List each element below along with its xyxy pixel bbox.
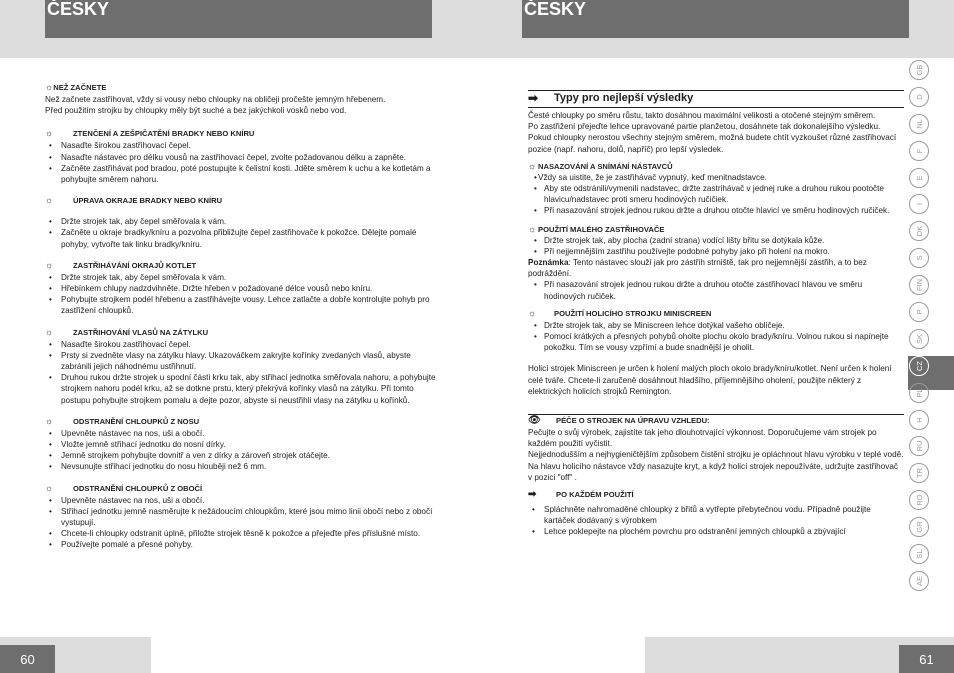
tips-title [528,90,904,108]
list-item: • Držte strojek tak, aby čepel směřovala k vám. [45,272,437,283]
list-item: • Spláchněte nahromaděné chloupky z břitů a vytřepte přebytečnou vodu. Případně použijte kartáček dodávaný s výrobkem [528,504,904,526]
list-item: • Lehce poklepejte na plochém povrchu pro odstranění jemných chloupků a zbývající [528,526,904,537]
list-item: • Držte strojek tak, aby plocha (zadní strana) vodící lišty břitu se dotýkala kůže. [528,235,904,246]
heading-text: PÉČE O STROJEK NA ÚPRAVU VZHLEDU: [556,416,710,426]
list-item: • Hřebínkem chlupy nadzdvihněte. Držte hřeben v požadované délce vousů nebo kníru. [45,283,437,294]
heading-text: NEŽ ZAČNETE [53,83,107,93]
heading-text: ÚPRAVA OKRAJE BRADKY NEBO KNÍRU [73,196,223,206]
language-tab-active[interactable]: CZ [909,356,929,376]
list-item: • Nasaďte nástavec pro délku vousů na zastřihovací čepel, zvolte požadovanou délku a zapněte. [45,152,437,163]
section-after-use [528,489,904,538]
paragraph: Pečujte o svůj výrobek, zajistíte tak jeho dlouhotrvající výkonnost. Doporučujeme vám strojek po každém použití vyčistit. [528,428,877,449]
list-item: • Vložte jemně střihací jednotku do nosní dírky. [45,439,437,450]
heading-text: ZTENČENÍ A ZEŠPIČATĚNÍ BRADKY NEBO KNÍRU [73,129,255,139]
sun-icon: ☼ [45,415,54,426]
tips-title-text: Typy pro nejlepší výsledky [554,92,694,105]
paragraph: Před použitím strojku by chloupky měly být suché a bez jakýchkoli vosků nebo vod. [45,106,347,116]
section-sideburns [45,260,437,317]
list-item: • Používejte pomalé a přesné pohyby. [45,539,437,550]
sun-icon: ☼ [528,223,537,234]
language-tab[interactable]: PL [909,383,929,403]
section-heading [528,308,904,319]
heading-text: PO KAŽDÉM POUŽITÍ [556,489,634,499]
language-tabs [908,60,930,598]
section-heading [45,416,437,427]
heading-text: ODSTRANĚNÍ CHLOUPKŮ Z NOSU [73,416,200,426]
section-attachments [528,161,904,217]
language-tab[interactable]: TR [909,463,929,483]
section-heading [528,161,904,172]
sun-icon: ☼ [528,160,537,171]
sun-icon: ☼ [45,195,54,206]
section-before-start [45,82,437,116]
language-tab[interactable]: S [909,248,929,268]
list-item: • Při nasazování strojek jednou rukou držte a druhou otočte hlavicí ve směru hodinových ručiček. [528,205,904,216]
sun-icon: ☼ [45,259,54,270]
section-heading [528,489,904,500]
arrow-right-icon: ➡ [528,488,537,500]
section-neckline [45,327,437,406]
paragraph: Holicí strojek Miniscreen je určen k holení malých ploch okolo brady/kníru/kotlet. Není určen k holení celé tváře. Chcete-li zaručeně dosáhnout hladšího, příjemnějšího oholení, použijte některý z elektrických holicích strojků Remington. [528,364,892,396]
list-item: • Střihací jednotku jemně nasměrujte k nežádoucím chloupkům, které jsou mimo linii obočí nebo z obočí vystupují. [45,506,437,528]
language-tab[interactable]: DK [909,221,929,241]
language-tab[interactable]: D [909,87,929,107]
language-tab[interactable]: F [909,141,929,161]
note [528,257,904,279]
list-item: • Držte strojek tak, aby čepel směřovala k vám. [45,216,437,227]
list-item: • Nasaďte širokou zastřihovací čepel. [45,140,437,151]
arrow-right-icon: ➡ [528,91,539,106]
right-header [522,0,909,38]
note-text: : Tento nástavec slouží jak pro zástřih strniště, tak pro nejjemnější zástřih, a to bez podráždění. [528,258,867,279]
list-item: • Při nejjemnějším zastřihu používejte podobné pohyby jako při holení na mokro. [528,246,904,257]
paragraph: Česté chloupky po směru růstu, takto dosáhnou maximální velikosti a otočené stejným směrem. [528,111,876,120]
paragraph: Než začnete zastřihovat, vždy si vousy nebo chloupky na obličeji pročešte jemným hřebenem. [45,95,386,104]
list-item: • Držte strojek tak, aby se Miniscreen lehce dotýkal vašeho obličeje. [528,320,904,331]
section-thinning [45,128,437,185]
language-tab[interactable]: GB [909,60,929,80]
list-item: • Upevněte nástavec na nos, uši a obočí. [45,428,437,439]
sun-icon: ☼ [528,307,537,318]
heading-text: ZASTŘIHOVÁNÍ VLASŮ NA ZÁTYLKU [73,327,209,337]
section-heading [45,128,437,139]
section-heading [45,327,437,338]
sun-icon: ☼ [45,128,54,139]
paragraph: Pokud chloupky nerostou všechny stejným směrem, možná budete chtít vyzkoušet různé zastřihovací pozice (např. nahoru, dolů, napříč) pro lepší výsledek. [528,133,897,154]
list-item: • Pohybujte strojkem podél hřebenu a zastřihávejte vousy. Lehce zatlačte a dobře kontrolujte pohyb pro zastřižení chloupků. [45,294,437,316]
language-tab[interactable]: FIN [909,275,929,295]
sun-icon: ☼ [45,326,54,337]
list-item: • Prsty si zvedněte vlasy na zátylku hlavy. Ukazováčkem zakryjte kořínky zvedaných vlasů, abyste zabránili jejich náhodnému ustřihnutí. [45,350,437,372]
language-tab[interactable]: GR [909,517,929,537]
list-item: • Vždy sa uistite, že je zastřihávač vypnutý, keď menitnadstavce. [528,172,904,183]
section-heading [45,483,437,494]
list-item: • Začněte zastřihávat pod bradou, poté postupujte k čelistní kosti. Jděte směrem k uchu a ke kotletám a pohybujte směrem nahoru. [45,163,437,185]
eye-icon: 👁 [528,415,541,427]
language-tab[interactable]: RO [909,490,929,510]
list-item: • Aby ste odstránili/vymenili nadstavec, držte zastrihávač v jednej ruke a druhou rukou pootočte hlavicu/nadstavec proti smeru hodinových ručičiek. [528,183,904,205]
right-header-title: ČESKY [524,0,587,19]
list-item: • Nasaďte širokou zastřihovací čepel. [45,339,437,350]
section-heading [528,224,904,235]
language-tab[interactable]: E [909,168,929,188]
language-tab[interactable]: I [909,194,929,214]
language-tab[interactable]: NL [909,114,929,134]
section-edge [45,195,437,250]
page-number-left: 60 [0,645,55,673]
list-item: • Druhou rukou držte strojek u spodní části krku tak, aby střihací jednotka směřovala nahoru, a pohybujte strojkem nahoru podél krku, až se dotkne prstu, který překrývá kořínky vlasů na zátylku. Při tomto postupu pohybujte strojkem pomalu a dejte pozor, abyste si neustřihli vlasy na zátylku u kořínků. [45,372,437,406]
list-item: • Začněte u okraje bradky/kníru a pozvolna přibližujte čepel zastřihovače k pokožce. Dělejte pomalé pohyby, vytvořte tak linku bradky/kníru. [45,227,437,249]
section-heading [528,414,904,427]
list-item: • Upevněte nástavec na nos, uši a obočí. [45,495,437,506]
sun-icon: ☼ [45,82,54,93]
right-page [528,90,904,538]
section-heading [45,195,437,206]
list-item: • Při nasazování strojek jednou rukou držte a druhou otočte zastřihovací hlavou ve směru hodinových ručiček. [528,279,904,301]
section-heading [45,260,437,271]
paragraph: Po zastřižení přejeďte lehce upravované partie planžetou, dosáhnete tak dokonalejšího výsledku. [528,122,881,132]
list-item: • Nevsunujte střihací jednotku do nosu hlouběji než 6 mm. [45,461,437,472]
language-tab[interactable]: SL [909,544,929,564]
language-tab[interactable]: RU [909,436,929,456]
paragraph: Nejjednodušším a nejhygieničtějším způsobem čistění strojku je opláchnout hlavu výrobku v teplé vodě. Na hlavu holicího nástavce vždy nasazujte kryt, a když holicí strojek nepoužíváte, udržujte zastřihovač v pozici "off" . [528,450,904,482]
section-nose [45,416,437,473]
list-item: • Pomocí krátkých a přesných pohybů oholte plochu okolo brady/kníru. Volnou rukou si napínejte pokožku. Tím se vousy vzpřímí a bude snadnější je oholit. [528,331,904,353]
section-eyebrows [45,483,437,551]
left-header-title: ČESKY [47,0,110,19]
section-small-trimmer [528,224,904,302]
section-heading [45,82,437,94]
left-header [45,0,432,38]
section-care [528,414,904,483]
language-tab[interactable]: P [909,302,929,322]
language-tab[interactable]: H [909,410,929,430]
heading-text: NASAZOVÁNÍ A SNÍMÁNÍ NÁSTAVCŮ [538,161,673,171]
language-tab[interactable]: AE [909,571,929,591]
note-label: Poznámka [528,258,569,268]
heading-text: ZASTŘIHÁVÁNÍ OKRAJŮ KOTLET [73,260,197,270]
heading-text: ODSTRANĚNÍ CHLOUPKŮ Z OBOČÍ [73,483,203,493]
language-tab[interactable]: SK [909,329,929,349]
sun-icon: ☼ [45,482,54,493]
left-page [45,82,437,551]
heading-text: POUŽITÍ MALÉHO ZASTŘIHOVAČE [538,224,665,234]
list-item: • Chcete-li chloupky odstranit úplně, přiložte strojek těsně k pokožce a přejeďte přes příslušné místo. [45,528,437,539]
page-number-right: 61 [899,645,954,673]
heading-text: POUŽITÍ HOLICÍHO STROJKU MINISCREEN [554,308,712,318]
list-item: • Jemně strojkem pohybujte dovnitř a ven z dírky a zároveň strojek otáčejte. [45,450,437,461]
section-miniscreen [528,308,904,397]
